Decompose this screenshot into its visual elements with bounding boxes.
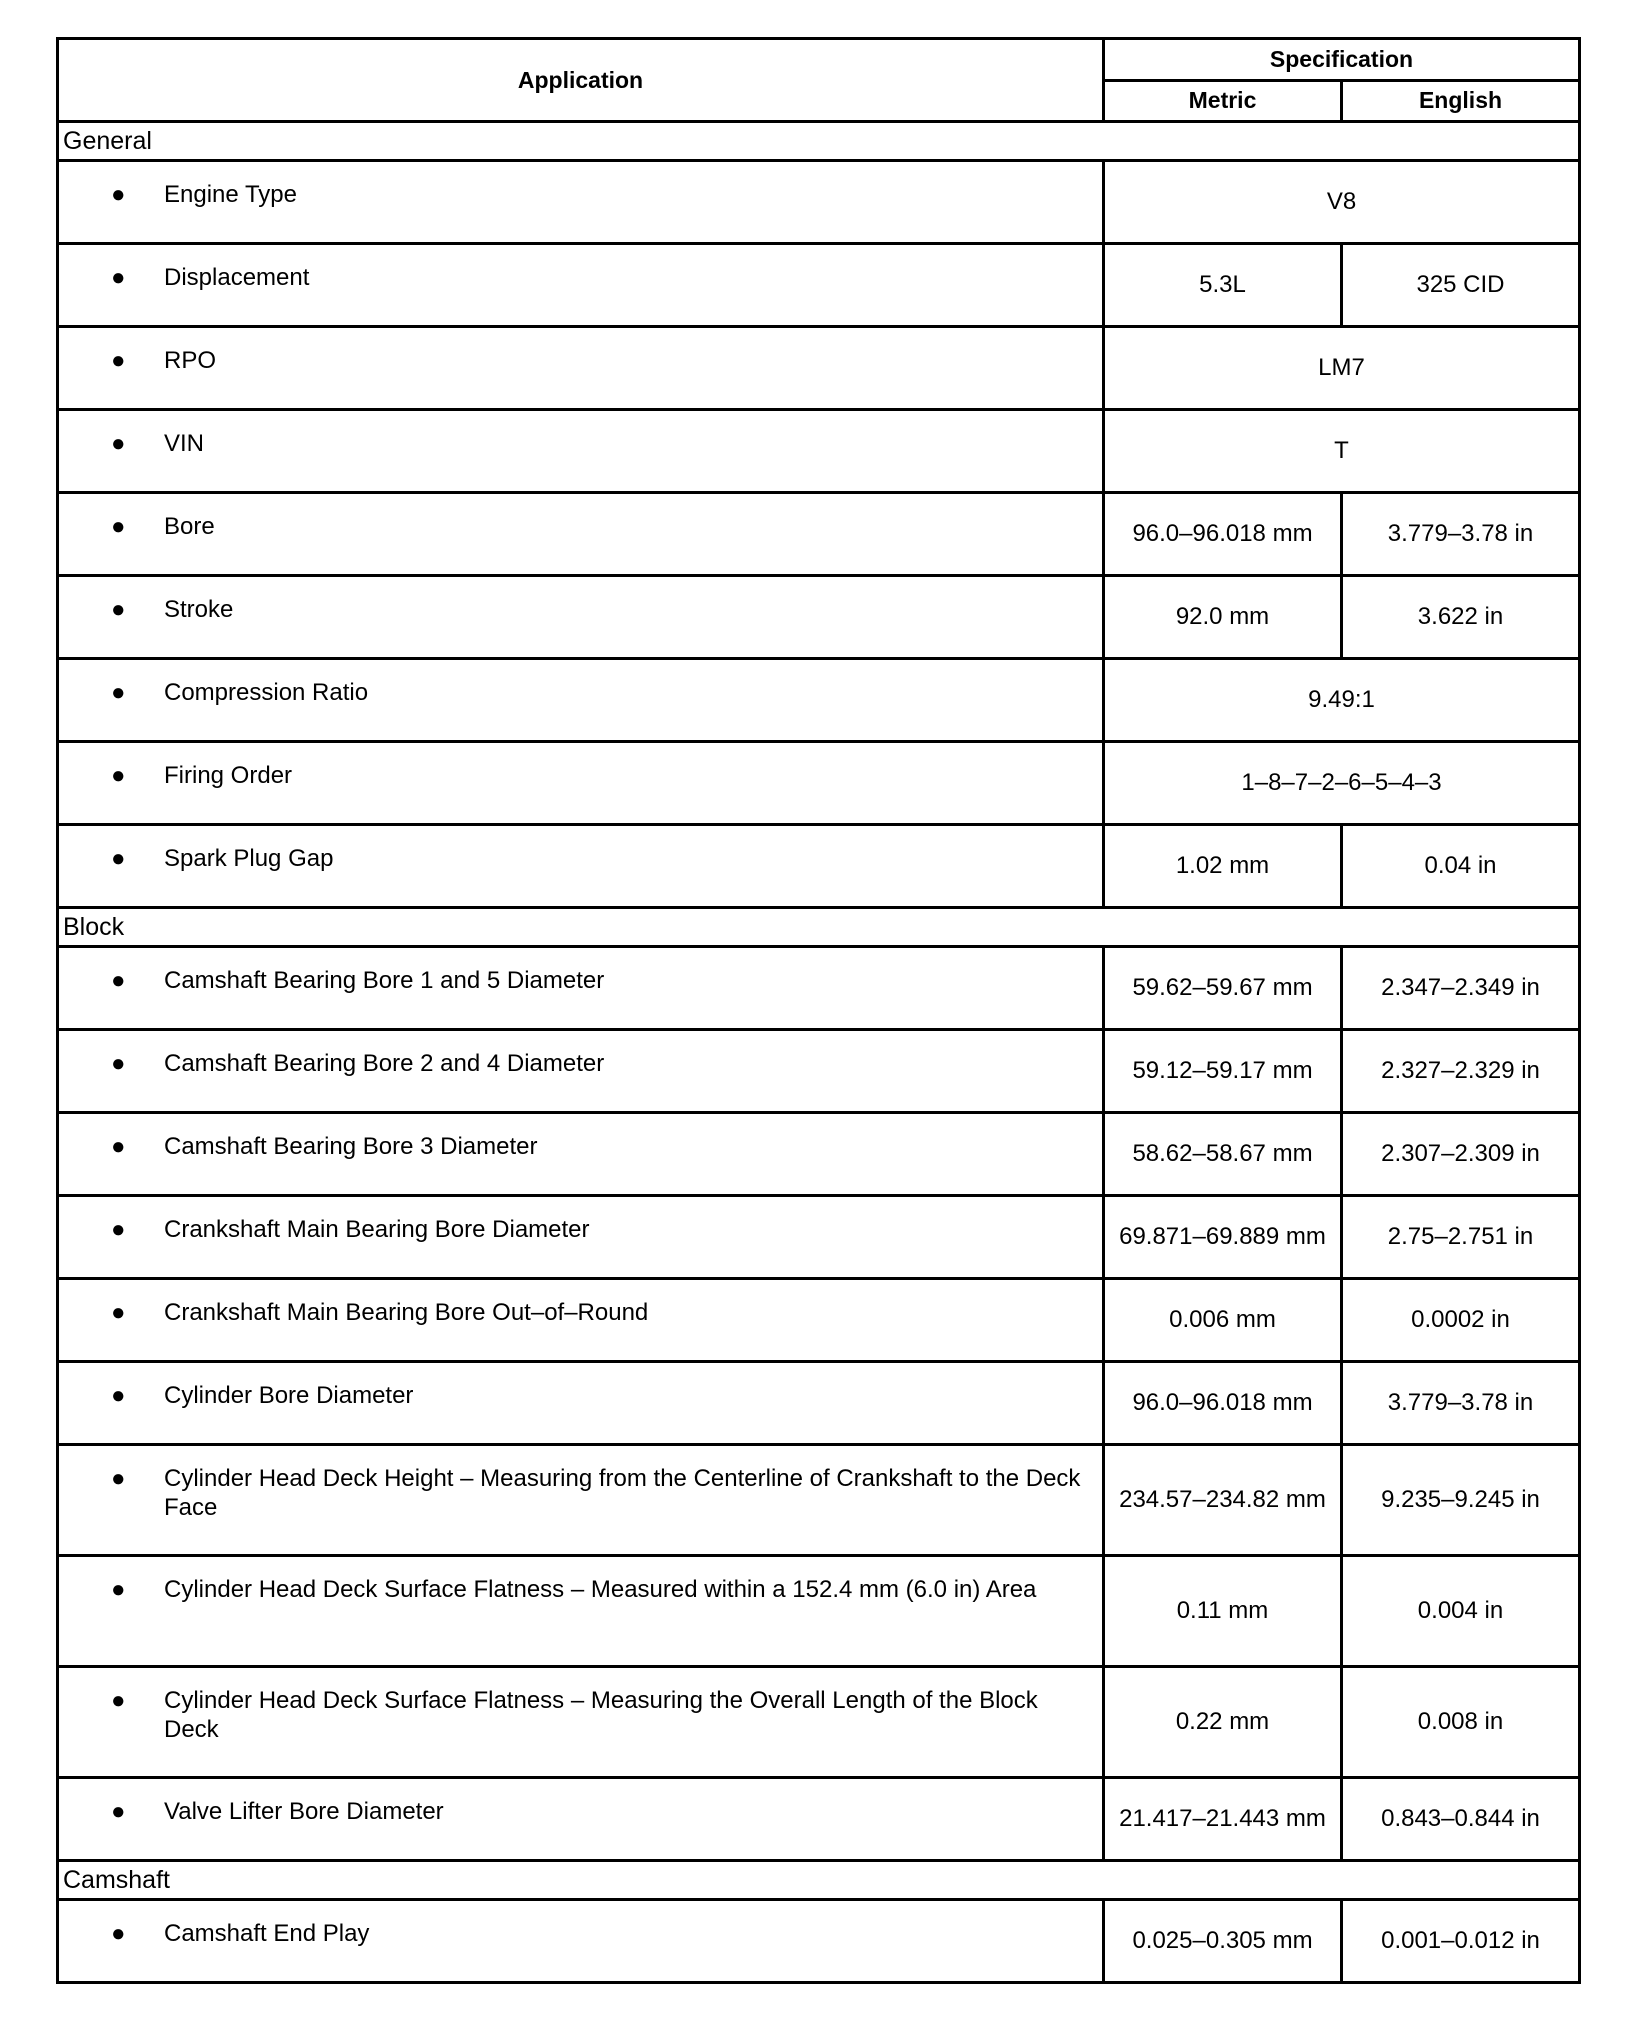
english-value: 2.347–2.349 in (1342, 947, 1580, 1030)
english-header: English (1342, 80, 1580, 122)
metric-value: 59.12–59.17 mm (1104, 1030, 1342, 1113)
application-label: Crankshaft Main Bearing Bore Diameter (164, 1216, 590, 1243)
application-label: VIN (164, 430, 205, 457)
metric-value: 0.11 mm (1104, 1556, 1342, 1667)
bullet-icon: ● (111, 967, 126, 994)
english-value: 325 CID (1342, 244, 1580, 327)
table-row (58, 410, 1580, 493)
application-label: Cylinder Head Deck Surface Flatness – Measured within a 152.4 mm (6.0 in) Area (164, 1576, 1037, 1603)
application-label: Compression Ratio (164, 679, 369, 706)
table-row (58, 742, 1580, 825)
english-value: 0.843–0.844 in (1342, 1778, 1580, 1861)
section-row (58, 1861, 1580, 1900)
metric-value: 1.02 mm (1104, 825, 1342, 908)
bullet-icon: ● (111, 347, 126, 374)
application-label: Camshaft End Play (164, 1920, 370, 1947)
application-cell (58, 1362, 1104, 1445)
bullet-icon: ● (111, 1687, 126, 1714)
application-cell (58, 825, 1104, 908)
specification-header: Specification (1104, 39, 1580, 81)
bullet-icon: ● (111, 1216, 126, 1243)
application-label: Camshaft Bearing Bore 2 and 4 Diameter (164, 1050, 605, 1077)
metric-value: 59.62–59.67 mm (1104, 947, 1342, 1030)
application-label: Cylinder Head Deck Height – Measuring from the Centerline of Crankshaft to the Deck Face (164, 1465, 1081, 1521)
spec-body (58, 122, 1580, 1983)
bullet-icon: ● (111, 596, 126, 623)
application-label: Camshaft Bearing Bore 3 Diameter (164, 1133, 538, 1160)
application-cell (58, 576, 1104, 659)
bullet-icon: ● (111, 1920, 126, 1947)
metric-value: 0.22 mm (1104, 1667, 1342, 1778)
section-title: General (58, 122, 1580, 161)
metric-value: 0.025–0.305 mm (1104, 1900, 1342, 1983)
application-cell (58, 659, 1104, 742)
bullet-icon: ● (111, 430, 126, 457)
english-value: 2.327–2.329 in (1342, 1030, 1580, 1113)
application-cell (58, 1196, 1104, 1279)
metric-value: 0.006 mm (1104, 1279, 1342, 1362)
table-row (58, 1778, 1580, 1861)
metric-value: 69.871–69.889 mm (1104, 1196, 1342, 1279)
application-header: Application (58, 39, 1104, 122)
table-row (58, 1900, 1580, 1983)
application-cell (58, 1445, 1104, 1556)
application-cell (58, 161, 1104, 244)
table-row (58, 1445, 1580, 1556)
application-label: Displacement (164, 264, 310, 291)
bullet-icon: ● (111, 845, 126, 872)
table-row (58, 825, 1580, 908)
section-title: Block (58, 908, 1580, 947)
spec-value-combined: T (1104, 410, 1580, 493)
table-row (58, 947, 1580, 1030)
bullet-icon: ● (111, 1050, 126, 1077)
application-cell (58, 1113, 1104, 1196)
table-row (58, 493, 1580, 576)
table-row (58, 1556, 1580, 1667)
application-cell (58, 1778, 1104, 1861)
application-cell (58, 1030, 1104, 1113)
application-cell (58, 327, 1104, 410)
spec-value-combined: 1–8–7–2–6–5–4–3 (1104, 742, 1580, 825)
metric-value: 234.57–234.82 mm (1104, 1445, 1342, 1556)
bullet-icon: ● (111, 1798, 126, 1825)
bullet-icon: ● (111, 1133, 126, 1160)
english-value: 3.622 in (1342, 576, 1580, 659)
spec-value-combined: 9.49:1 (1104, 659, 1580, 742)
application-label: Stroke (164, 596, 234, 623)
english-value: 0.001–0.012 in (1342, 1900, 1580, 1983)
english-value: 0.04 in (1342, 825, 1580, 908)
application-cell (58, 1900, 1104, 1983)
application-label: Valve Lifter Bore Diameter (164, 1798, 444, 1825)
spec-value-combined: V8 (1104, 161, 1580, 244)
english-value: 2.307–2.309 in (1342, 1113, 1580, 1196)
application-label: Engine Type (164, 181, 297, 208)
metric-value: 21.417–21.443 mm (1104, 1778, 1342, 1861)
english-value: 0.008 in (1342, 1667, 1580, 1778)
application-cell (58, 493, 1104, 576)
table-row (58, 1362, 1580, 1445)
application-label: Camshaft Bearing Bore 1 and 5 Diameter (164, 967, 605, 994)
table-row (58, 1667, 1580, 1778)
section-row (58, 122, 1580, 161)
english-value: 9.235–9.245 in (1342, 1445, 1580, 1556)
bullet-icon: ● (111, 1382, 126, 1409)
table-row (58, 327, 1580, 410)
application-label: RPO (164, 347, 217, 374)
application-label: Spark Plug Gap (164, 845, 334, 872)
metric-header: Metric (1104, 80, 1342, 122)
application-cell (58, 1667, 1104, 1778)
bullet-icon: ● (111, 679, 126, 706)
metric-value: 5.3L (1104, 244, 1342, 327)
table-row (58, 161, 1580, 244)
table-row (58, 244, 1580, 327)
application-label: Bore (164, 513, 215, 540)
table-row (58, 1030, 1580, 1113)
section-row (58, 908, 1580, 947)
spec-value-combined: LM7 (1104, 327, 1580, 410)
metric-value: 96.0–96.018 mm (1104, 493, 1342, 576)
english-value: 2.75–2.751 in (1342, 1196, 1580, 1279)
table-row (58, 659, 1580, 742)
application-cell (58, 1279, 1104, 1362)
application-cell (58, 947, 1104, 1030)
application-cell (58, 244, 1104, 327)
metric-value: 96.0–96.018 mm (1104, 1362, 1342, 1445)
application-label: Cylinder Bore Diameter (164, 1382, 414, 1409)
table-row (58, 1113, 1580, 1196)
english-value: 3.779–3.78 in (1342, 1362, 1580, 1445)
bullet-icon: ● (111, 1465, 126, 1492)
application-label: Firing Order (164, 762, 293, 789)
bullet-icon: ● (111, 264, 126, 291)
section-title: Camshaft (58, 1861, 1580, 1900)
application-label: Crankshaft Main Bearing Bore Out–of–Round (164, 1299, 649, 1326)
english-value: 0.004 in (1342, 1556, 1580, 1667)
metric-value: 92.0 mm (1104, 576, 1342, 659)
application-cell (58, 742, 1104, 825)
application-label: Cylinder Head Deck Surface Flatness – Measuring the Overall Length of the Block Deck (164, 1687, 1038, 1743)
bullet-icon: ● (111, 1299, 126, 1326)
bullet-icon: ● (111, 1576, 126, 1603)
table-row (58, 1196, 1580, 1279)
table-row (58, 1279, 1580, 1362)
application-cell (58, 410, 1104, 493)
engine-spec-table (56, 37, 1578, 1984)
table-row (58, 576, 1580, 659)
application-cell (58, 1556, 1104, 1667)
english-value: 0.0002 in (1342, 1279, 1580, 1362)
english-value: 3.779–3.78 in (1342, 493, 1580, 576)
bullet-icon: ● (111, 762, 126, 789)
bullet-icon: ● (111, 513, 126, 540)
bullet-icon: ● (111, 181, 126, 208)
metric-value: 58.62–58.67 mm (1104, 1113, 1342, 1196)
